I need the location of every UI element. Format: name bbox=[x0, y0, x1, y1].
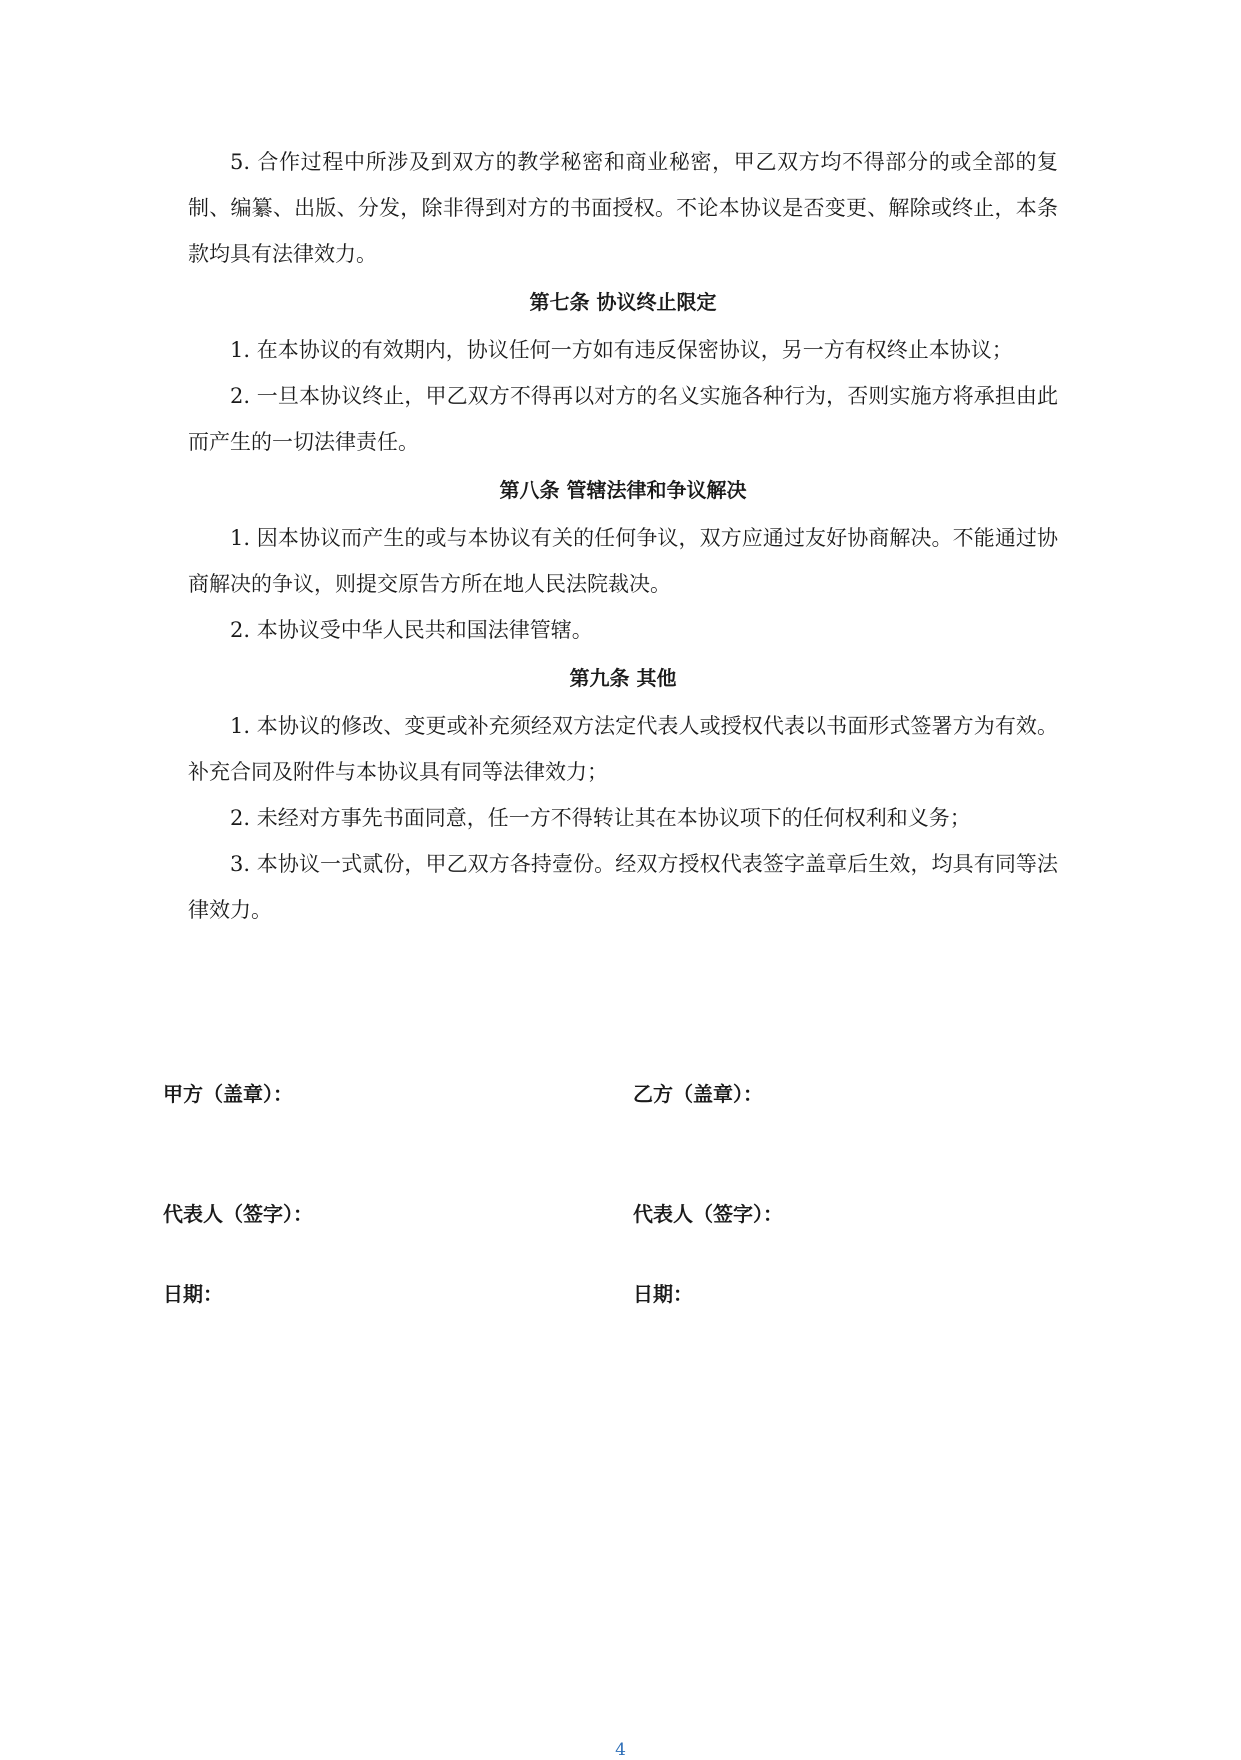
article-9-item-2: 2. 未经对方事先书面同意，任一方不得转让其在本协议项下的任何权利和义务； bbox=[230, 806, 971, 830]
article-7-item-1: 1. 在本协议的有效期内，协议任何一方如有违反保密协议，另一方有权终止本协议； bbox=[230, 338, 1013, 362]
article-7-heading: 第七条 协议终止限定 bbox=[529, 290, 717, 314]
party-a-representative-label: 代表人（签字）： bbox=[163, 1202, 313, 1226]
article-8-item-2: 2. 本协议受中华人民共和国法律管辖。 bbox=[230, 618, 593, 642]
party-a-seal-label: 甲方（盖章）： bbox=[163, 1082, 293, 1106]
article-9-item-1: 1. 本协议的修改、变更或补充须经双方法定代表人或授权代表以书面形式签署方为有效。补充合同及附件与本协议具有同等法律效力； bbox=[188, 714, 1058, 784]
party-a-date-label: 日期： bbox=[163, 1282, 223, 1306]
clause-5-paragraph: 5. 合作过程中所涉及到双方的教学秘密和商业秘密，甲乙双方均不得部分的或全部的复制、编纂、出版、分发，除非得到对方的书面授权。不论本协议是否变更、解除或终止，本条款均具有法律效力。 bbox=[188, 150, 1058, 266]
article-9-heading: 第九条 其他 bbox=[569, 666, 677, 690]
party-b-representative-label: 代表人（签字）： bbox=[633, 1202, 783, 1226]
party-b-seal-label: 乙方（盖章）： bbox=[633, 1082, 763, 1106]
article-8-item-1: 1. 因本协议而产生的或与本协议有关的任何争议，双方应通过友好协商解决。不能通过协商解决的争议，则提交原告方所在地人民法院裁决。 bbox=[188, 526, 1058, 596]
article-9-item-3: 3. 本协议一式贰份，甲乙双方各持壹份。经双方授权代表签字盖章后生效，均具有同等法律效力。 bbox=[188, 852, 1058, 922]
page-number: 4 bbox=[615, 1740, 626, 1760]
party-b-date-label: 日期： bbox=[633, 1282, 693, 1306]
article-7-item-2: 2. 一旦本协议终止，甲乙双方不得再以对方的名义实施各种行为，否则实施方将承担由此而产生的一切法律责任。 bbox=[188, 384, 1058, 454]
article-8-heading: 第八条 管辖法律和争议解决 bbox=[499, 478, 747, 502]
agreement-body bbox=[188, 139, 1058, 933]
